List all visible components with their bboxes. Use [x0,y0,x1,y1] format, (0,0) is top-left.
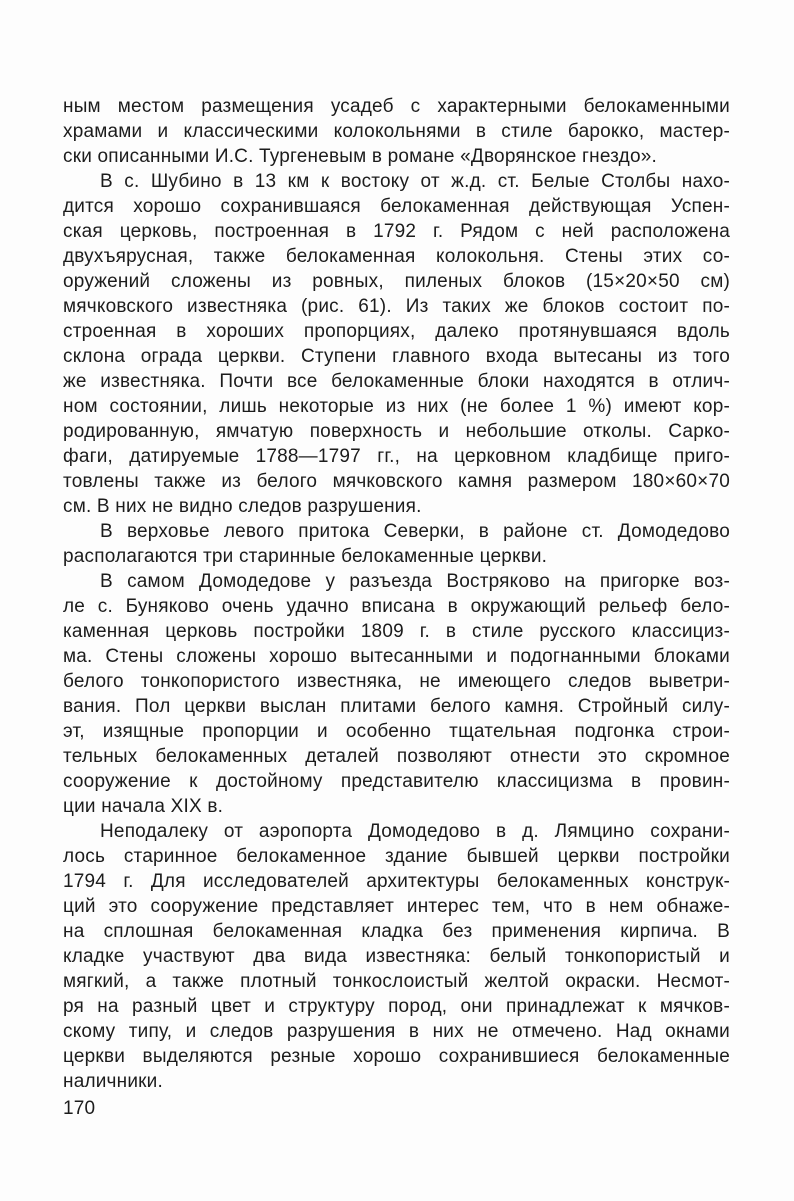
page-number: 170 [63,1098,96,1119]
text-line: лось старинное белокаменное здание бывшей церкви постройки [63,846,730,867]
text-line: кладке участвуют два вида известняка: белый тонкопористый и [63,946,730,967]
paragraph [63,519,730,569]
text-line: тельных белокаменных деталей позволяют отнести это скромное [63,746,730,767]
paragraph [63,819,730,1094]
paragraph [63,94,730,169]
text-line: на сплошная белокаменная кладка без применения кирпича. В [63,921,730,942]
text-line: ская церковь, построенная в 1792 г. Рядом с ней расположена [63,221,730,242]
text-line: см. В них не видно следов разрушения. [63,496,422,517]
text-line: каменная церковь постройки 1809 г. в стиле русского классициз- [63,621,730,642]
text-line: дится хорошо сохранившаяся белокаменная действующая Успен- [63,196,730,217]
text-line: же известняка. Почти все белокаменные блоки находятся в отлич- [63,371,730,392]
text-line: мячковского известняка (рис. 61). Из таких же блоков состоит по- [63,296,730,317]
text-line: ции начала XIX в. [63,796,224,817]
text-line: белого тонкопористого известняка, не имеющего следов выветри- [63,671,730,692]
text-line: ски описанными И.С. Тургеневым в романе «Дворянское гнездо». [63,146,657,167]
text-line: 1794 г. Для исследователей архитектуры белокаменных конструк- [63,871,730,892]
text-line: храмами и классическими колокольнями в стиле барокко, мастер- [63,121,730,142]
text-line: вания. Пол церкви выслан плитами белого камня. Стройный силу- [63,696,730,717]
text-line: фаги, датируемые 1788—1797 гг., на церковном кладбище приго- [63,446,730,467]
text-line: В с. Шубино в 13 км к востоку от ж.д. ст. Белые Столбы нахо- [100,171,730,192]
text-line: ма. Стены сложены хорошо вытесанными и подогнанными блоками [63,646,730,667]
text-line: наличники. [63,1071,163,1092]
text-line: ном состоянии, лишь некоторые из них (не более 1 %) имеют кор- [63,396,730,417]
text-line: строенная в хороших пропорциях, далеко протянувшаяся вдоль [63,321,730,342]
text-line: родированную, ямчатую поверхность и небольшие отколы. Сарко- [63,421,730,442]
text-line: товлены также из белого мячковского камня размером 180×60×70 [63,471,730,492]
paragraph [63,569,730,819]
text-line: ным местом размещения усадеб с характерными белокаменными [63,96,730,117]
text-line: двухъярусная, также белокаменная колокольня. Стены этих со- [63,246,730,267]
text-line: склона ограда церкви. Ступени главного входа вытесаны из того [63,346,730,367]
text-line: В верховье левого притока Северки, в районе ст. Домодедово [100,521,730,542]
text-line: оружений сложены из ровных, пиленых блоков (15×20×50 см) [63,271,730,292]
text-line: мягкий, а также плотный тонкослоистый желтой окраски. Несмот- [63,971,730,992]
text-line: церкви выделяются резные хорошо сохранившиеся белокаменные [63,1046,730,1067]
text-line: ций это сооружение представляет интерес тем, что в нем обнаже- [63,896,730,917]
text-line: Неподалеку от аэропорта Домодедово в д. Лямцино сохрани- [100,821,730,842]
text-line: ле с. Буняково очень удачно вписана в окружающий рельеф бело- [63,596,730,617]
text-line: В самом Домодедове у разъезда Востряково на пригорке воз- [100,571,730,592]
text-line: сооружение к достойному представителю классицизма в провин- [63,771,730,792]
paragraph [63,169,730,519]
text-line: скому типу, и следов разрушения в них не отмечено. Над окнами [63,1021,730,1042]
text-line: ря на разный цвет и структуру пород, они принадлежат к мячков- [63,996,730,1017]
text-line: располагаются три старинные белокаменные церкви. [63,546,548,567]
text-block [63,94,730,1094]
text-line: эт, изящные пропорции и особенно тщательная подгонка строи- [63,721,730,742]
